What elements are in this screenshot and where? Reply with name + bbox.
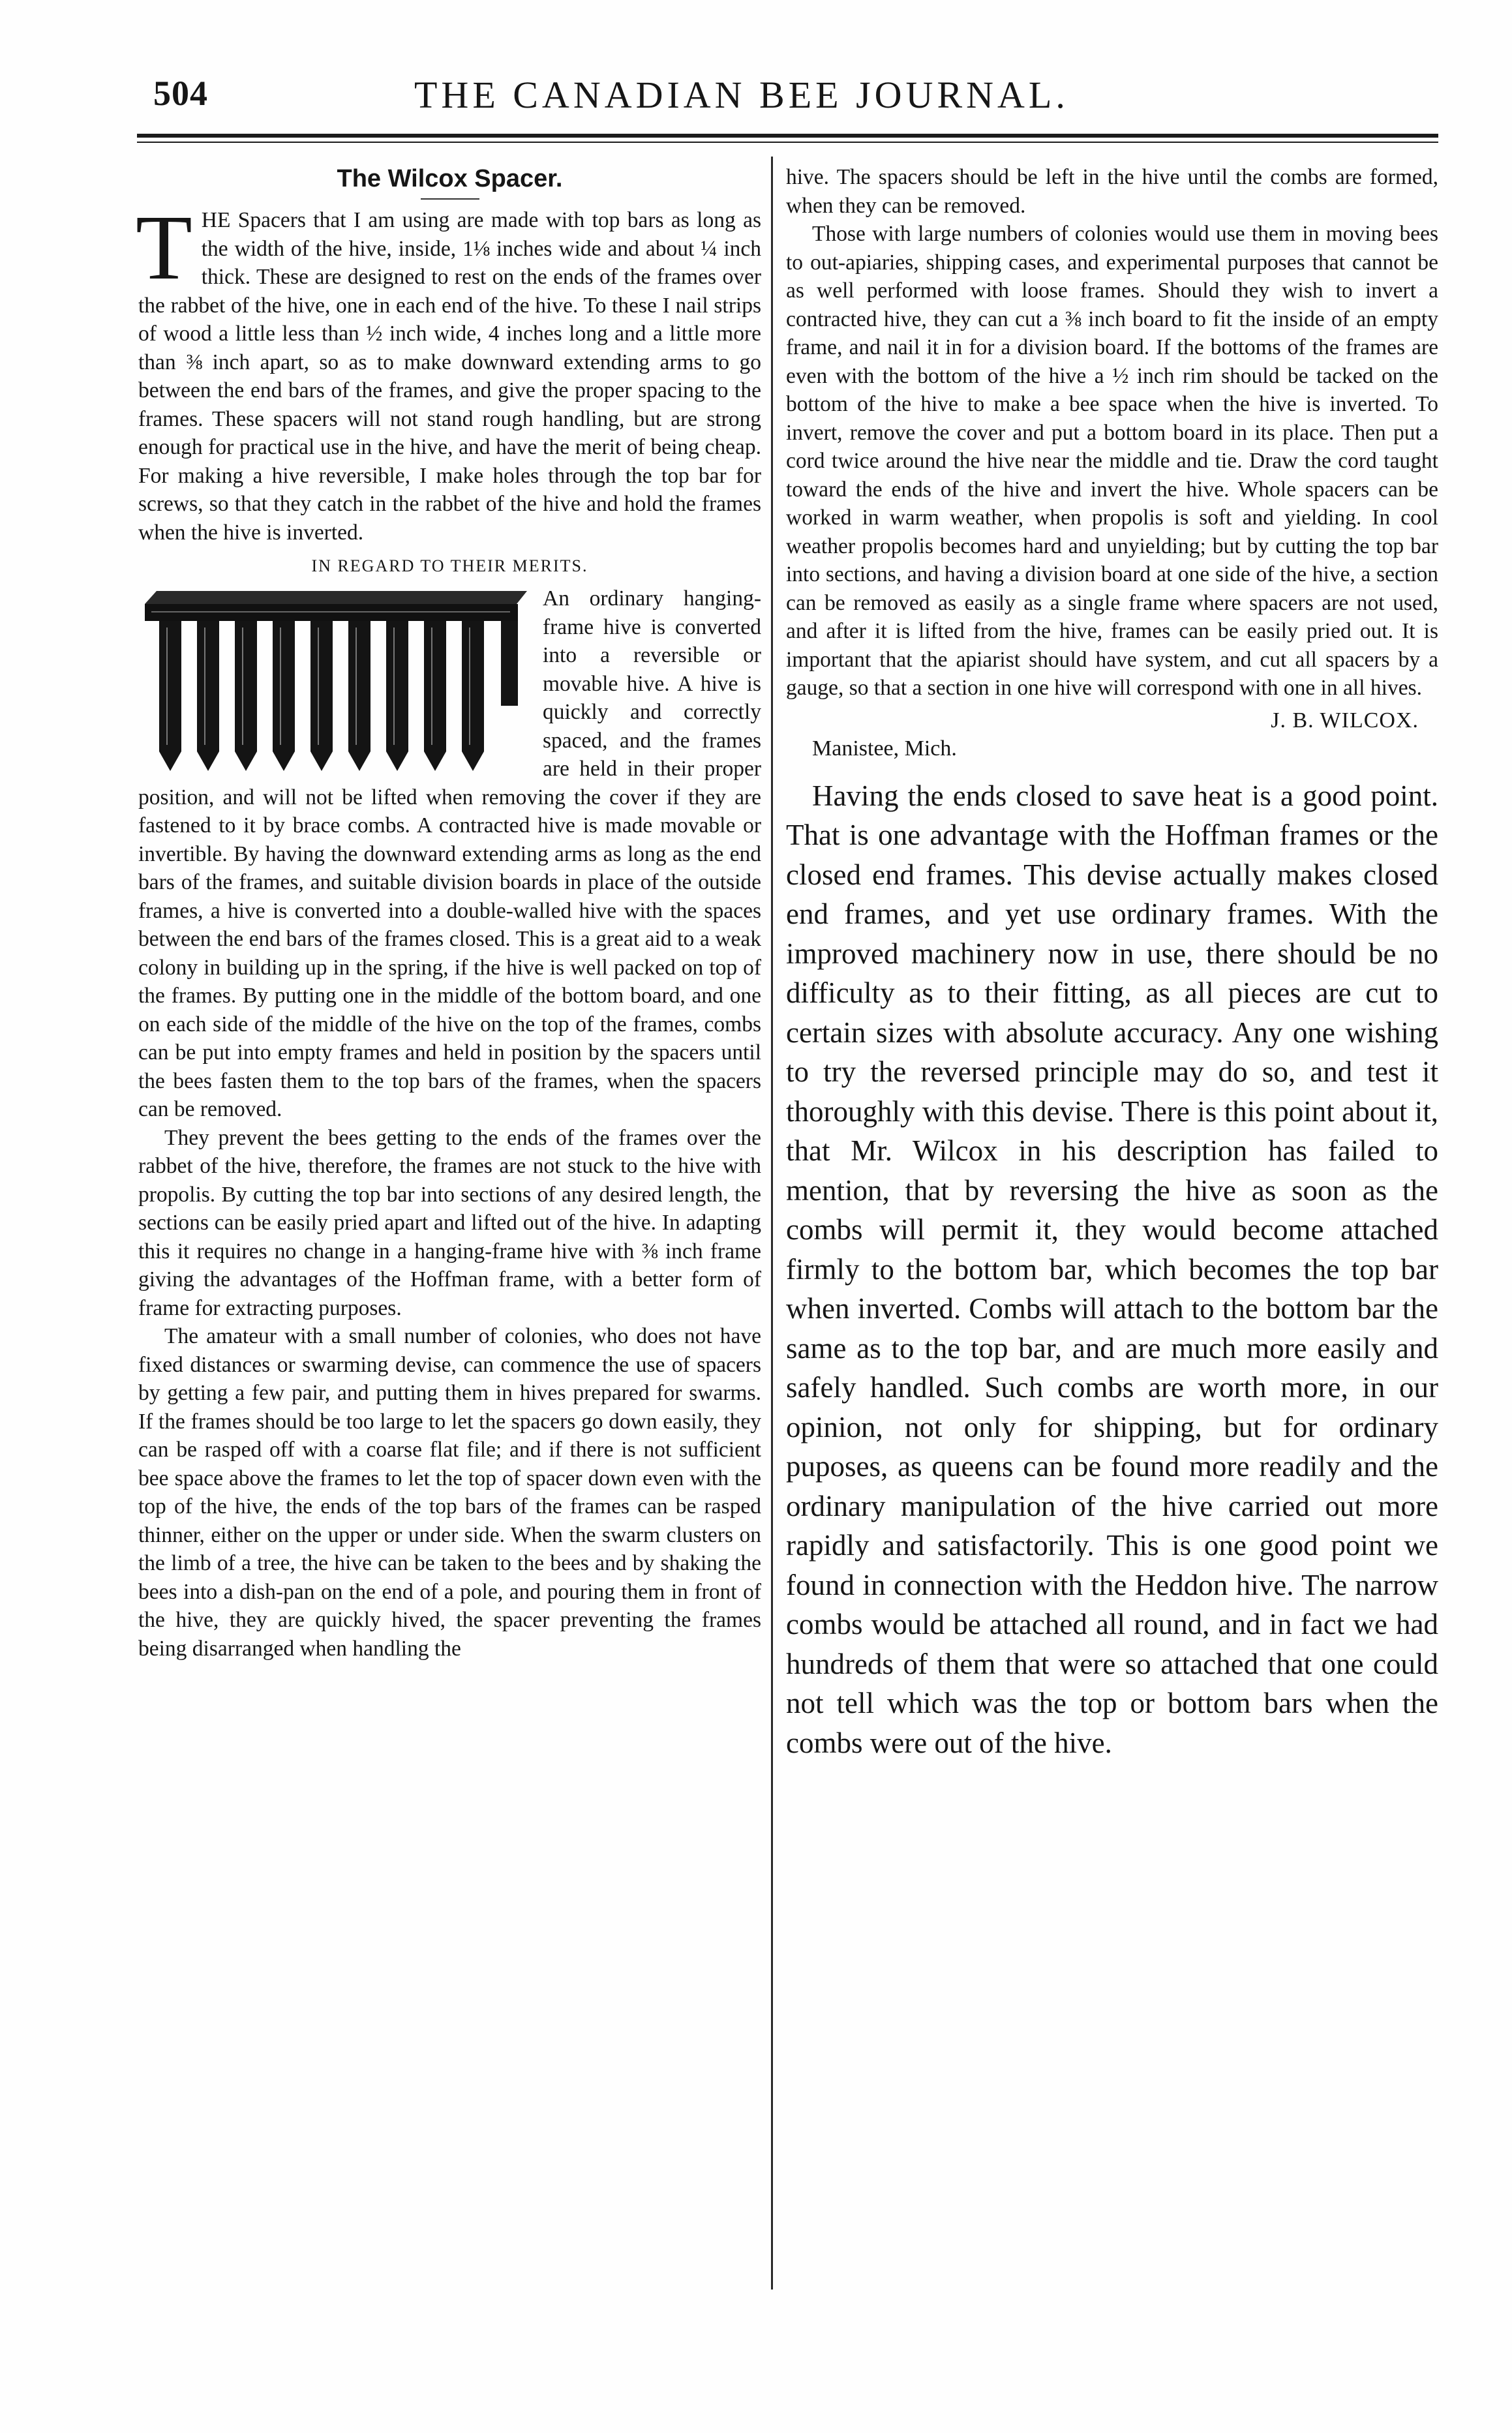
header-rule-thick [137, 134, 1438, 138]
right-paragraph-2: Those with large numbers of colonies would use them in moving bees to out-apiaries, shipping cases, and experimental purposes that cannot be as well performed with loose frames. Should they wish to invert a contracted hive, they can cut a ⅜ inch board to fit the inside of an empty frame, and nail it in for a division board. If the bottoms of the frames are even with the bottom of the hive a ½ inch rim should be tacked on the bottom of the hive to make a bee space when the hive is inverted. To invert, remove the cover and put a bottom board in its place. Then put a cord twice around the hive near the middle and tie. Draw the cord taught toward the ends of the hive and invert the hive. Whole spacers can be worked in warm weather, when propolis is soft and yielding. In cool weather propolis becomes hard and unyielding; but by cutting the top bar into sections, and having a division board at one side of the hive, a section can be removed as easily as a single frame where spacers are not used, and after it is lifted from the hive, frames can be easily pried out. It is important that the apiarist should have system, and cut all spacers by a gauge, so that a section in one hive will correspond with one in all hives. [786, 222, 1438, 700]
merits-subheading: IN REGARD TO THEIR MERITS. [311, 556, 588, 575]
merits-paragraph: An ordinary hanging-frame hive is converted into a reversible or movable hive. A hive is quickly and correctly spaced, and the frames are held in their proper position, and will not be lifted when removing the cover if they are fastened to it by brace combs. A contracted hive is made movable or invertible. By having the downward extending arms as long as the end bars of the frames, and suitable division boards in place of the outside frames, a hive is converted into a double-walled hive with the spaces between the end bars of the frames closed. This is a great aid to a weak colony in building up in the spring, if the hive is well packed on top of the frames. By putting one in the middle of the bottom board, and one on each side of the middle of the hive on the top of the frames, combs can be put into empty frames and held in position by the spacers until the bees fasten them to the top bars of the frames, when the spacers can be removed. [138, 586, 761, 1121]
left-paragraph-3: The amateur with a small number of colonies, who does not have fixed distances or swarming devise, can commence the use of spacers by getting a few pair, and putting them in hives prepared for swarms. If the frames should be too large to let the spacers go down easily, they can be rasped off with a coarse flat file; and if there is not sufficient bee space above the frames to let the top of spacer down even with the top of the hive, the ends of the top bars of the frames can be rasped thinner, either on the upper or under side. When the swarm clusters on the limb of a tree, the hive can be taken to the bees and by shaking the bees into a dish-pan on the end of a pole, and pouring them in front of the hive, they are quickly hived, the spacer preventing the frames being disarranged when handling the [138, 1324, 761, 1661]
column-divider [771, 157, 773, 2289]
dropcap-letter: T [136, 196, 192, 299]
journal-title: THE CANADIAN BEE JOURNAL. [414, 74, 1069, 116]
left-column [138, 163, 761, 1663]
right-paragraph-1: hive. The spacers should be left in the hive until the combs are formed, when they can be removed. [786, 165, 1438, 218]
spacer-illustration [138, 588, 530, 778]
article-intro-paragraph [136, 196, 761, 547]
intro-text: HE Spacers that I am using are made with top bars as long as the width of the hive, inside, 1⅛ inches wide and about ¼ inch thick. These are designed to rest on the ends of the frames over the rabbet of the hive, one in each end of the hive. To these I nail strips of wood a little less than ½ inch wide, 4 inches long and a little more than ⅜ inch apart, so as to make downward extending arms to go between the end bars of the frames, and give the proper spacing to the frames. These spacers will not stand rough handling, but are strong enough for practical use in the hive, and have the merit of being cheap. For making a hive reversible, I make holes through the top bar for screws, so that they catch in the rabbet of the hive and hold the frames when the hive is inverted. [138, 208, 761, 545]
page-header [134, 73, 1442, 132]
author-signature: J. B. WILCOX. [1271, 708, 1419, 733]
author-place: Manistee, Mich. [812, 736, 957, 761]
left-paragraph-2: They prevent the bees getting to the ends of the frames over the rabbet of the hive, therefore, the frames are not stuck to the hive with propolis. By cutting the top bar into sections of any desired length, the sections can be easily pried apart and lifted out of the hive. In adapting this it requires no change in a hanging-frame hive with ⅜ inch frame giving the advantages of the Hoffman frame, with a better form of frame for extracting purposes. [138, 1125, 761, 1320]
title-dash [421, 198, 479, 200]
editorial-comment [786, 776, 1438, 1763]
editorial-paragraph: Having the ends closed to save heat is a good point. That is one advantage with the Hoffman frames or the closed end frames. This devise actually makes closed end frames, and yet use ordinary frames. With the improved machinery now in use, there should be no difficulty as to their fitting, as all pieces are cut to certain sizes with absolute accuracy. Any one wishing to try the reversed principle may do so, and test it thoroughly with this devise. There is this point about it, that Mr. Wilcox in his description has failed to mention, that by reversing the hive as soon as the combs will permit it, they would become attached firmly to the bottom bar, which becomes the top bar when inverted. Combs will attach to the bottom bar the same as to the top bar, and are much more easily and safely handled. Such combs are worth more, in our opinion, not only for shipping, but for ordinary puposes, as queens can be found more readily and the ordinary manipulation of the hive carried out more rapidly and satisfactorily. This is one good point we found in connection with the Heddon hive. The narrow combs would be attached all round, and in fact we had hundreds of them that were so attached that one could not tell which was the top or bottom bars when the combs were out of the hive. [786, 779, 1438, 1759]
right-column [786, 163, 1438, 1762]
page-number: 504 [153, 74, 208, 113]
article-title: The Wilcox Spacer. [337, 165, 563, 192]
header-rule-thin [137, 142, 1438, 143]
